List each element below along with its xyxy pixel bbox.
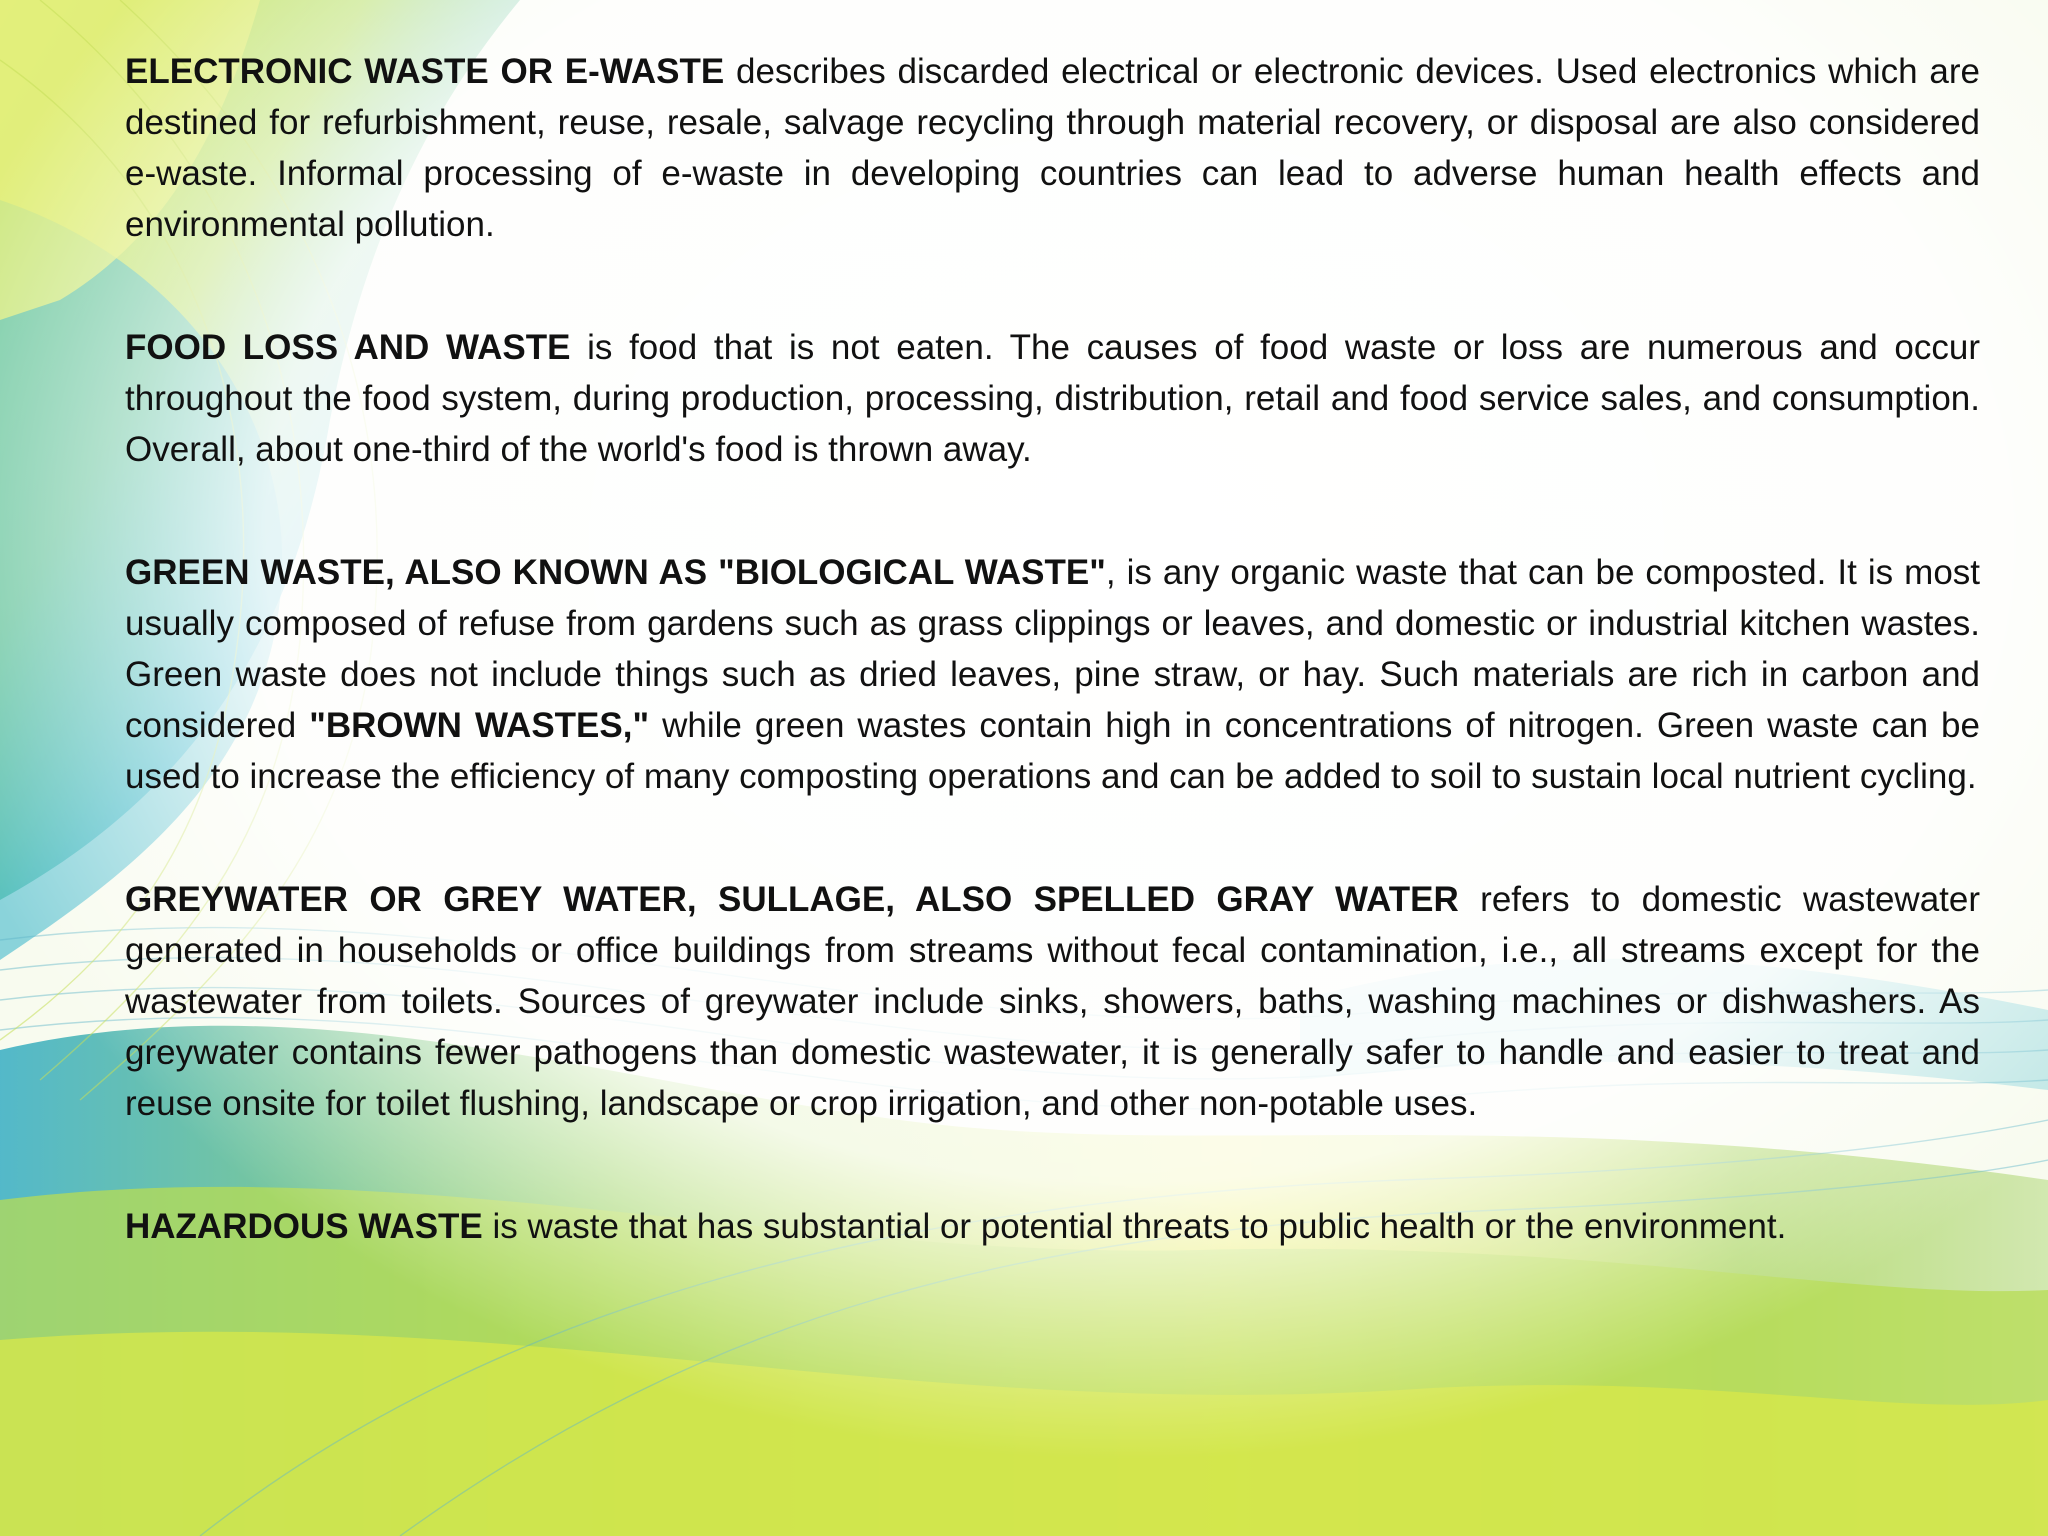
definition-text: is food that is not eaten. The causes of food waste or loss are numerous and occur throughout the food system, during production, processing, distribution, retail and food service sales, and consumption. Overall, about one-third of the world's food is thrown away. (125, 328, 1980, 469)
definition-text: while green wastes contain high in concentrations of nitrogen. Green waste can be used to increase the efficiency of many composting operations and can be added to soil to sustain local nutrient cycling. (125, 706, 1980, 796)
term-hazardous-waste: HAZARDOUS WASTE (125, 1207, 483, 1246)
definition-text: is waste that has substantial or potential threats to public health or the environment. (482, 1207, 1787, 1246)
definition-e-waste (125, 46, 1980, 250)
term-food-waste: FOOD LOSS AND WASTE (125, 328, 571, 367)
definition-text: refers to domestic wastewater generated in households or office buildings from streams without fecal contamination, i.e., all streams except for the wastewater from toilets. Sources of greywater include sinks, showers, baths, washing machines or dishwashers. As greywater contains fewer pathogens than domestic wastewater, it is generally safer to handle and easier to treat and reuse onsite for toilet flushing, landscape or crop irrigation, and other non-potable uses. (125, 880, 1980, 1123)
term-brown-wastes: "BROWN WASTES," (309, 706, 650, 745)
definition-green-waste (125, 547, 1980, 802)
definitions-content (125, 46, 1980, 1252)
definition-hazardous-waste (125, 1201, 1980, 1252)
term-e-waste: ELECTRONIC WASTE OR E-WASTE (125, 52, 725, 91)
definition-food-waste (125, 322, 1980, 475)
definition-text: describes discarded electrical or electronic devices. Used electronics which are destined for refurbishment, reuse, resale, salvage recycling through material recovery, or disposal are also considered e-waste. Informal processing of e-waste in developing countries can lead to adverse human health effects and environmental pollution. (125, 52, 1980, 244)
definition-greywater (125, 874, 1980, 1129)
term-green-waste: GREEN WASTE, ALSO KNOWN AS "BIOLOGICAL WASTE" (125, 553, 1106, 592)
term-greywater: GREYWATER OR GREY WATER, SULLAGE, ALSO SPELLED GRAY WATER (125, 880, 1459, 919)
definition-text: , is any organic waste that can be composted. It is most usually composed of refuse from gardens such as grass clippings or leaves, and domestic or industrial kitchen wastes. Green waste does not include things such as dried leaves, pine straw, or hay. Such materials are rich in carbon and considered (125, 553, 1981, 745)
